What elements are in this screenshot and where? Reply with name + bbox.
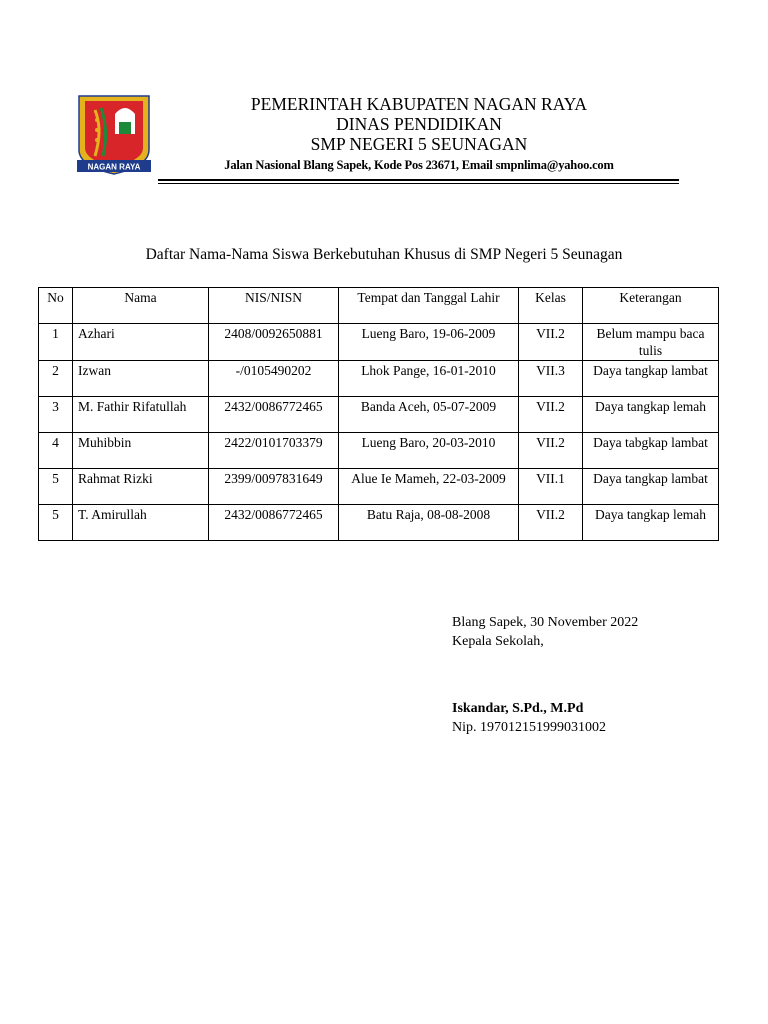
cell-kelas: VII.2: [519, 433, 583, 469]
header-nama: Nama: [73, 288, 209, 324]
government-name: PEMERINTAH KABUPATEN NAGAN RAYA: [250, 94, 588, 114]
cell-nis: 2432/0086772465: [209, 397, 339, 433]
header-keterangan: Keterangan: [583, 288, 719, 324]
cell-kelas: VII.2: [519, 397, 583, 433]
svg-text:NAGAN RAYA: NAGAN RAYA: [87, 162, 141, 172]
letterhead-divider: [158, 179, 679, 184]
cell-keterangan: Daya tangkap lemah: [583, 397, 719, 433]
header-no: No: [39, 288, 73, 324]
table-row: [39, 433, 719, 469]
cell-keterangan: Daya tabgkap lambat: [583, 433, 719, 469]
cell-nis: 2422/0101703379: [209, 433, 339, 469]
header-ttl: Tempat dan Tanggal Lahir: [339, 288, 519, 324]
cell-kelas: VII.2: [519, 505, 583, 541]
place-date: Blang Sapek, 30 November 2022: [452, 615, 639, 630]
school-name: SMP NEGERI 5 SEUNAGAN: [310, 134, 528, 154]
cell-nis: 2432/0086772465: [209, 505, 339, 541]
nagan-raya-logo-icon: [73, 90, 155, 176]
cell-nama: Azhari: [73, 324, 209, 361]
cell-no: 5: [39, 505, 73, 541]
cell-ttl: Alue Ie Mameh, 22-03-2009: [339, 469, 519, 505]
header-kelas: Kelas: [519, 288, 583, 324]
table-row: [39, 361, 719, 397]
signer-name: Iskandar, S.Pd., M.Pd: [452, 701, 584, 716]
cell-keterangan: Daya tangkap lambat: [583, 361, 719, 397]
document-title: Daftar Nama-Nama Siswa Berkebutuhan Khusus di SMP Negeri 5 Seunagan: [145, 246, 623, 263]
cell-keterangan: Daya tangkap lemah: [583, 505, 719, 541]
cell-ttl: Lhok Pange, 16-01-2010: [339, 361, 519, 397]
cell-nama: Izwan: [73, 361, 209, 397]
letterhead: [160, 94, 678, 173]
cell-nama: Rahmat Rizki: [73, 469, 209, 505]
cell-kelas: VII.3: [519, 361, 583, 397]
cell-ttl: Lueng Baro, 19-06-2009: [339, 324, 519, 361]
signer-position: Kepala Sekolah,: [452, 634, 544, 649]
cell-ttl: Banda Aceh, 05-07-2009: [339, 397, 519, 433]
header-nis-nisn: NIS/NISN: [209, 288, 339, 324]
table-row: [39, 324, 719, 361]
cell-ttl: Batu Raja, 08-08-2008: [339, 505, 519, 541]
signer-nip: Nip. 197012151999031002: [452, 720, 606, 735]
department-name: DINAS PENDIDIKAN: [336, 114, 502, 134]
table-row: [39, 505, 719, 541]
cell-nama: M. Fathir Rifatullah: [73, 397, 209, 433]
signature-block: [452, 613, 638, 737]
cell-no: 1: [39, 324, 73, 361]
cell-keterangan: Daya tangkap lambat: [583, 469, 719, 505]
cell-nama: T. Amirullah: [73, 505, 209, 541]
cell-nis: 2408/0092650881: [209, 324, 339, 361]
cell-keterangan: Belum mampu baca tulis: [583, 324, 719, 361]
cell-no: 2: [39, 361, 73, 397]
cell-kelas: VII.2: [519, 324, 583, 361]
cell-nis: 2399/0097831649: [209, 469, 339, 505]
cell-nis: -/0105490202: [209, 361, 339, 397]
table-row: [39, 397, 719, 433]
cell-no: 3: [39, 397, 73, 433]
cell-ttl: Lueng Baro, 20-03-2010: [339, 433, 519, 469]
cell-kelas: VII.1: [519, 469, 583, 505]
table-header-row: [39, 288, 719, 324]
student-table: [38, 287, 719, 541]
table-row: [39, 469, 719, 505]
cell-no: 5: [39, 469, 73, 505]
cell-nama: Muhibbin: [73, 433, 209, 469]
school-address: Jalan Nasional Blang Sapek, Kode Pos 23671, Email smpnlima@yahoo.com: [224, 158, 614, 172]
cell-no: 4: [39, 433, 73, 469]
